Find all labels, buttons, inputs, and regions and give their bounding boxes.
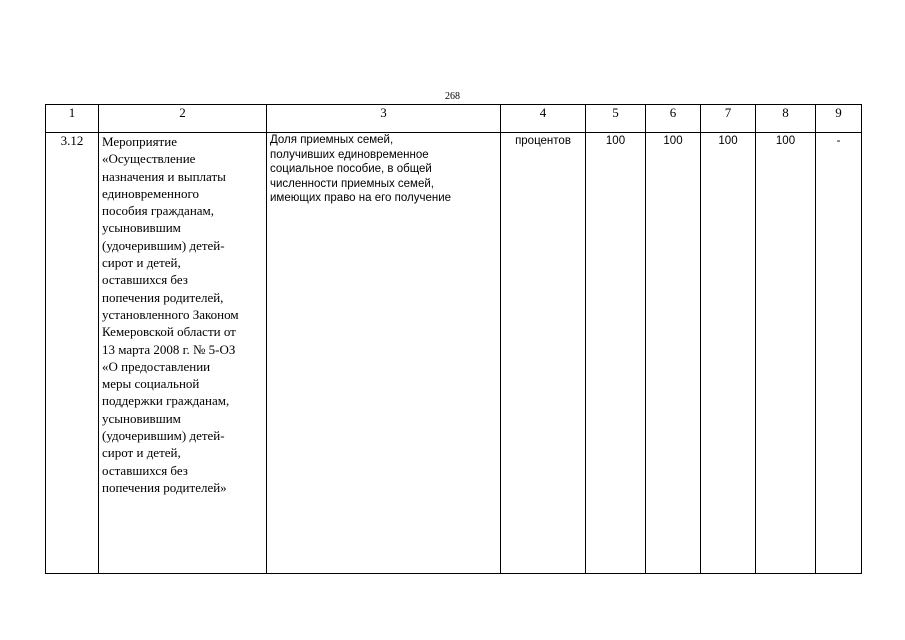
header-cell-9: 9 bbox=[816, 105, 862, 133]
value-col8: 100 bbox=[756, 133, 816, 574]
event-text-line: (удочерившим) детей- bbox=[102, 237, 225, 253]
event-text-line: меры социальной bbox=[102, 376, 200, 392]
event-text-line: (удочерившим) детей- bbox=[102, 428, 225, 444]
event-text-line: сирот и детей, bbox=[102, 445, 181, 461]
event-text-line: поддержки гражданам, bbox=[102, 393, 230, 409]
event-text-line: «Осуществление bbox=[102, 151, 196, 167]
targets-table bbox=[45, 104, 862, 574]
event-text-line: пособия гражданам, bbox=[102, 203, 215, 219]
event-text-line: попечения родителей, bbox=[102, 289, 224, 305]
indicator-text-line: численности приемных семей, bbox=[270, 177, 434, 190]
header-cell-1: 1 bbox=[46, 105, 99, 133]
event-text-line: назначения и выплаты bbox=[102, 168, 226, 184]
indicator-description bbox=[267, 133, 501, 574]
header-cell-7: 7 bbox=[701, 105, 756, 133]
value-col6: 100 bbox=[646, 133, 701, 574]
event-description bbox=[99, 133, 267, 574]
event-text-line: попечения родителей» bbox=[102, 479, 227, 495]
event-text-line: усыновившим bbox=[102, 220, 181, 236]
unit-cell: процентов bbox=[501, 133, 586, 574]
event-text-line: сирот и детей, bbox=[102, 255, 181, 271]
indicator-text-line: Доля приемных семей, bbox=[270, 134, 394, 146]
event-text-line: усыновившим bbox=[102, 410, 181, 426]
row-number: 3.12 bbox=[46, 133, 99, 574]
header-cell-8: 8 bbox=[756, 105, 816, 133]
header-cell-4: 4 bbox=[501, 105, 586, 133]
page-number: 268 bbox=[445, 91, 460, 102]
header-cell-3: 3 bbox=[267, 105, 501, 133]
header-cell-5: 5 bbox=[586, 105, 646, 133]
value-col5: 100 bbox=[586, 133, 646, 574]
indicator-text-line: получивших единовременное bbox=[270, 148, 429, 161]
event-text-line: единовременного bbox=[102, 185, 199, 201]
event-text-line: Кемеровской области от bbox=[102, 324, 236, 340]
header-cell-2: 2 bbox=[99, 105, 267, 133]
value-col7: 100 bbox=[701, 133, 756, 574]
event-text-line: оставшихся без bbox=[102, 272, 188, 288]
table-header-row bbox=[46, 105, 862, 133]
table-row bbox=[46, 133, 862, 574]
indicator-text-line: социальное пособие, в общей bbox=[270, 163, 432, 176]
value-col9: - bbox=[816, 133, 862, 574]
indicator-text-line: имеющих право на его получение bbox=[270, 192, 452, 205]
header-cell-6: 6 bbox=[646, 105, 701, 133]
event-text-line: «О предоставлении bbox=[102, 358, 211, 374]
event-text-line: оставшихся без bbox=[102, 462, 188, 478]
event-text-line: установленного Законом bbox=[102, 306, 239, 322]
event-text-line: 13 марта 2008 г. № 5-ОЗ bbox=[102, 341, 236, 357]
event-text-line: Мероприятие bbox=[102, 134, 177, 149]
